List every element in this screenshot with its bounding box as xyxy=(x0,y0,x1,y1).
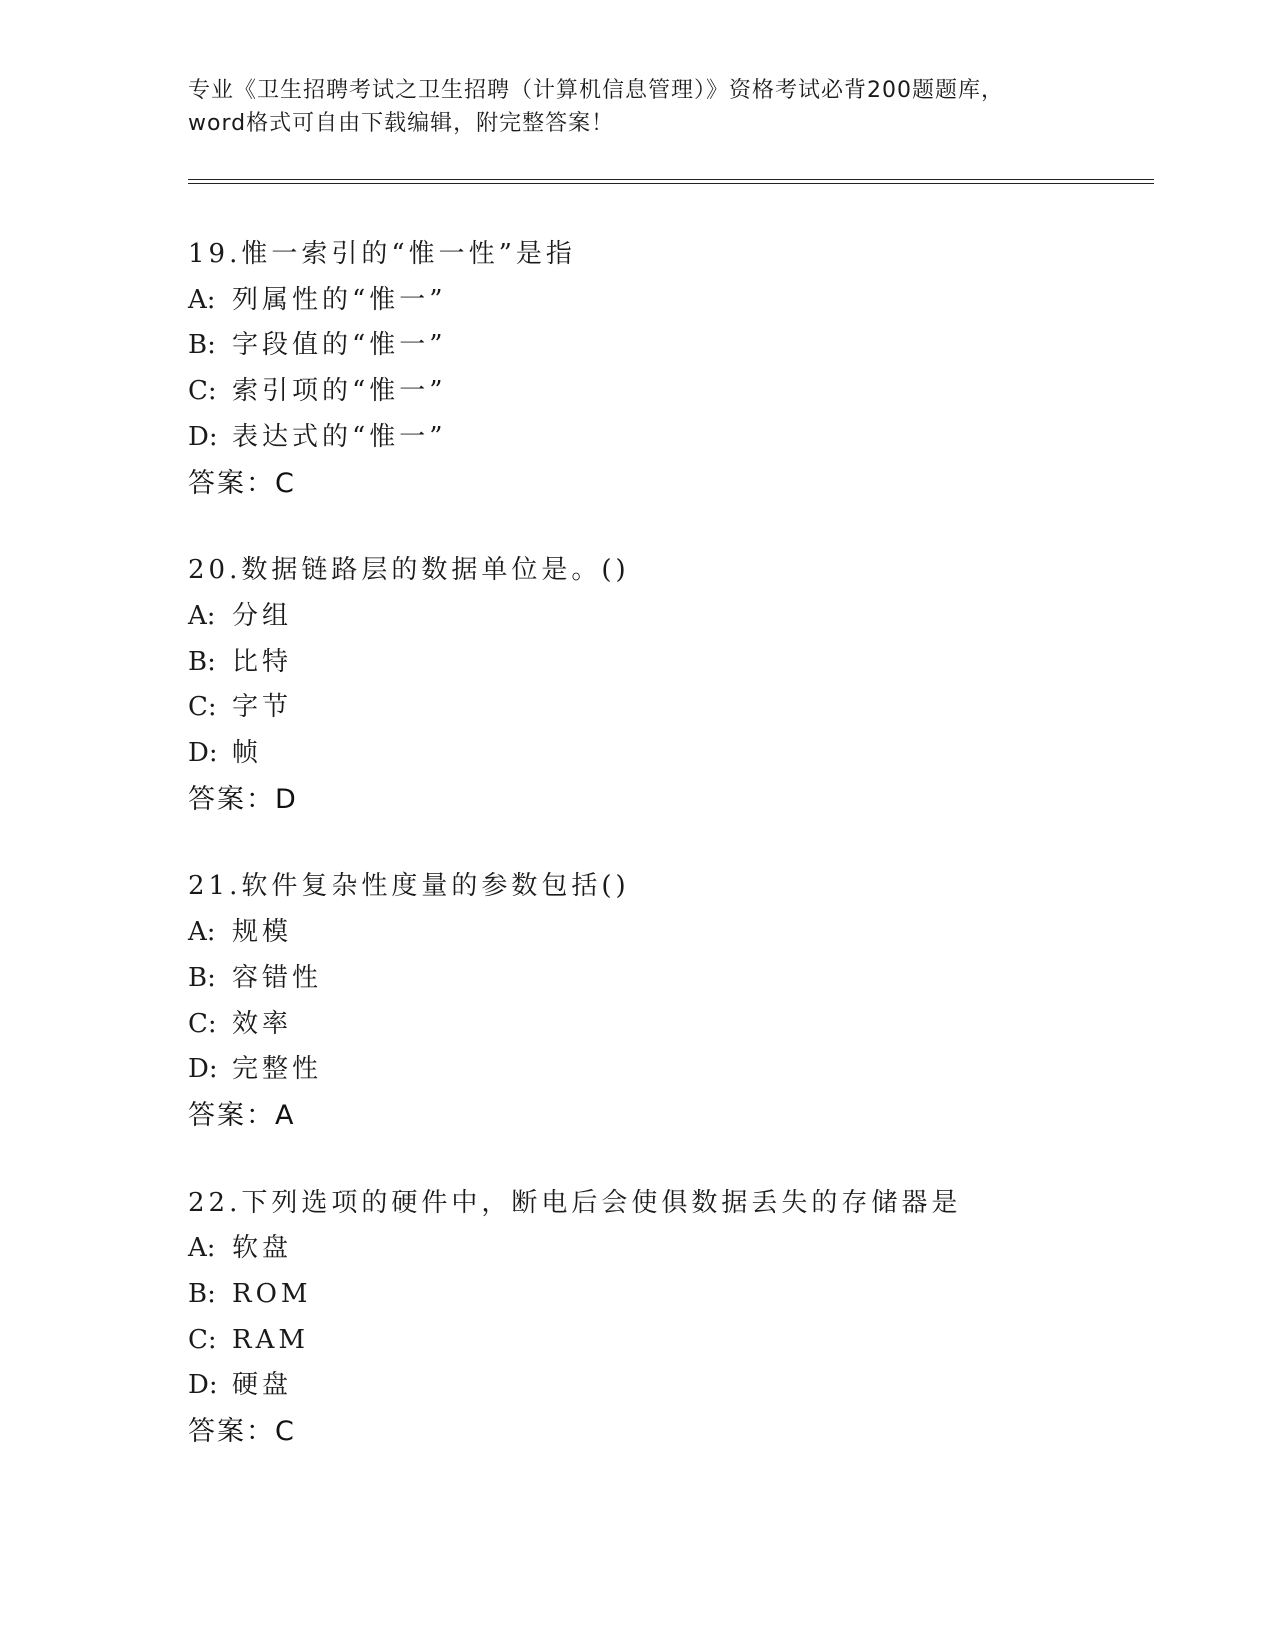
option-text: 硬盘 xyxy=(232,1370,293,1401)
option-text: 软盘 xyxy=(232,1233,293,1264)
option-b xyxy=(188,956,1148,1002)
option-letter: D: xyxy=(188,421,218,452)
option-text: 比特 xyxy=(232,646,293,677)
answer-line xyxy=(188,461,1148,507)
answer-prefix: 答案： xyxy=(188,467,275,499)
option-letter: B: xyxy=(188,330,216,361)
option-text: 表达式的“惟一” xyxy=(232,421,447,452)
option-letter: C: xyxy=(188,1324,217,1355)
option-b xyxy=(188,1272,1148,1318)
option-letter: C: xyxy=(188,376,217,407)
header-divider-top xyxy=(188,179,1154,180)
option-text: 字段值的“惟一” xyxy=(232,330,447,361)
question-text: 22.下列选项的硬件中，断电后会使俱数据丢失的存储器是 xyxy=(188,1187,962,1218)
answer-value: C xyxy=(275,467,296,499)
option-letter: D: xyxy=(188,1054,218,1085)
header-line-1: 专业《卫生招聘考试之卫生招聘（计算机信息管理）》资格考试必背200题题库， xyxy=(188,78,1004,103)
option-letter: A: xyxy=(188,600,216,631)
option-a xyxy=(188,278,1148,324)
option-text: 分组 xyxy=(232,600,293,631)
option-c xyxy=(188,1318,1148,1364)
option-a xyxy=(188,594,1148,640)
answer-prefix: 答案： xyxy=(188,783,275,815)
option-letter: A: xyxy=(188,1233,216,1264)
option-letter: D: xyxy=(188,738,218,769)
question-list xyxy=(188,232,1148,1497)
option-text: 完整性 xyxy=(232,1054,323,1085)
option-a xyxy=(188,1226,1148,1272)
option-text: ROM xyxy=(232,1279,312,1310)
option-text: 索引项的“惟一” xyxy=(232,376,447,407)
answer-prefix: 答案： xyxy=(188,1099,275,1131)
option-a xyxy=(188,910,1148,956)
option-c xyxy=(188,685,1148,731)
question-item xyxy=(188,1181,1148,1455)
question-text: 21.软件复杂性度量的参数包括() xyxy=(188,871,630,902)
option-text: 规模 xyxy=(232,917,293,948)
question-item xyxy=(188,548,1148,822)
question-item xyxy=(188,864,1148,1138)
option-d xyxy=(188,1047,1148,1093)
option-text: 帧 xyxy=(232,738,263,769)
option-d xyxy=(188,415,1148,461)
answer-line xyxy=(188,1093,1148,1139)
question-text: 20.数据链路层的数据单位是。() xyxy=(188,555,630,586)
option-b xyxy=(188,323,1148,369)
document-header xyxy=(188,74,1088,140)
option-letter: D: xyxy=(188,1370,218,1401)
option-text: 效率 xyxy=(232,1008,293,1039)
answer-value: C xyxy=(275,1416,296,1448)
option-letter: A: xyxy=(188,284,216,315)
answer-prefix: 答案： xyxy=(188,1416,275,1448)
option-text: RAM xyxy=(232,1324,309,1355)
answer-value: D xyxy=(275,783,298,815)
option-text: 字节 xyxy=(232,692,293,723)
option-letter: B: xyxy=(188,1279,216,1310)
option-c xyxy=(188,1002,1148,1048)
option-text: 列属性的“惟一” xyxy=(232,284,447,315)
option-b xyxy=(188,640,1148,686)
option-text: 容错性 xyxy=(232,962,323,993)
option-c xyxy=(188,369,1148,415)
question-item xyxy=(188,232,1148,506)
option-letter: A: xyxy=(188,917,216,948)
header-divider-bottom xyxy=(188,183,1154,184)
header-line-2: word格式可自由下载编辑，附完整答案！ xyxy=(188,111,615,136)
option-letter: C: xyxy=(188,692,217,723)
option-letter: C: xyxy=(188,1008,217,1039)
option-letter: B: xyxy=(188,646,216,677)
answer-line xyxy=(188,1409,1148,1455)
option-d xyxy=(188,1363,1148,1409)
answer-value: A xyxy=(275,1099,296,1131)
option-d xyxy=(188,731,1148,777)
answer-line xyxy=(188,777,1148,823)
question-text: 19.惟一索引的“惟一性”是指 xyxy=(188,239,576,269)
option-letter: B: xyxy=(188,962,216,993)
